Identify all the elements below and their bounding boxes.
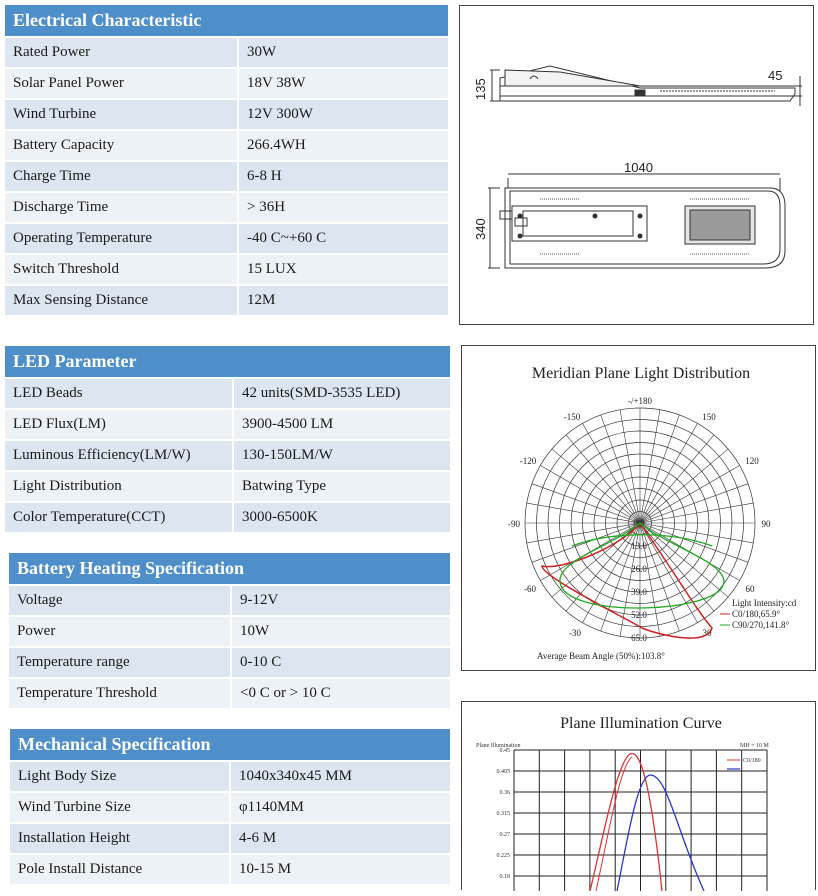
polar-radial-label: 0.0 bbox=[633, 518, 645, 528]
row-label: Power bbox=[9, 617, 232, 646]
mechanical-table bbox=[10, 760, 450, 886]
mechanical-section bbox=[10, 729, 450, 886]
row-label: Battery Capacity bbox=[5, 131, 239, 160]
row-value: 12V 300W bbox=[239, 100, 448, 129]
row-label: Luminous Efficiency(LM/W) bbox=[5, 441, 234, 470]
plane-y-tick: 0.36 bbox=[499, 790, 510, 796]
plane-legend bbox=[727, 758, 761, 769]
plane-y-tick: 0.405 bbox=[496, 769, 510, 775]
row-label: Wind Turbine Size bbox=[10, 793, 231, 822]
table-row bbox=[5, 224, 448, 253]
polar-angle-label: -150 bbox=[563, 412, 581, 422]
plane-curve-red-2 bbox=[596, 757, 632, 891]
row-label: Light Body Size bbox=[10, 762, 231, 791]
polar-radial-label: 52.0 bbox=[631, 610, 647, 620]
electrical-table bbox=[5, 36, 448, 317]
polar-angle-label: 120 bbox=[745, 456, 759, 466]
row-label: Pole Install Distance bbox=[10, 855, 231, 884]
row-value: 9-12V bbox=[232, 586, 450, 615]
table-row bbox=[10, 855, 450, 884]
row-value: 12M bbox=[239, 286, 448, 315]
table-row bbox=[10, 793, 450, 822]
polar-angle-label: 90 bbox=[761, 519, 771, 529]
table-row bbox=[9, 679, 450, 708]
row-value: Batwing Type bbox=[234, 472, 450, 501]
dim-length-label: 1040 bbox=[624, 160, 653, 175]
polar-angle-label: -120 bbox=[519, 456, 537, 466]
plane-y-tick: 0.45 bbox=[499, 748, 510, 754]
row-value: 6-8 H bbox=[239, 162, 448, 191]
legend-title: Light Intensity:cd bbox=[732, 598, 797, 608]
row-label: Solar Panel Power bbox=[5, 69, 239, 98]
plane-legend-c0: C0/180 bbox=[743, 758, 761, 764]
row-value: 4-6 M bbox=[231, 824, 450, 853]
electrical-title: Electrical Characteristic bbox=[5, 5, 448, 36]
electrical-section bbox=[5, 5, 448, 317]
plane-grid bbox=[514, 750, 767, 891]
row-value: 15 LUX bbox=[239, 255, 448, 284]
polar-footer: Average Beam Angle (50%):103.8° bbox=[537, 651, 665, 661]
polar-angle-label: 30 bbox=[702, 628, 712, 638]
legend-c0: C0/180,65.9° bbox=[732, 609, 781, 619]
table-row bbox=[5, 503, 450, 532]
table-row bbox=[10, 762, 450, 791]
row-value: 266.4WH bbox=[239, 131, 448, 160]
row-value: 0-10 C bbox=[232, 648, 450, 677]
row-label: Max Sensing Distance bbox=[5, 286, 239, 315]
row-label: Wind Turbine bbox=[5, 100, 239, 129]
row-value: 10-15 M bbox=[231, 855, 450, 884]
table-row bbox=[9, 617, 450, 646]
row-value: 3000-6500K bbox=[234, 503, 450, 532]
row-value: <0 C or > 10 C bbox=[232, 679, 450, 708]
legend-c90: C90/270,141.8° bbox=[732, 620, 790, 630]
row-label: Temperature range bbox=[9, 648, 232, 677]
row-value: -40 C~+60 C bbox=[239, 224, 448, 253]
row-value: 30W bbox=[239, 38, 448, 67]
polar-radial-label: 26.0 bbox=[631, 564, 647, 574]
dim-thickness-label: 45 bbox=[768, 68, 783, 83]
polar-angle-label: 150 bbox=[702, 412, 716, 422]
row-label: Temperature Threshold bbox=[9, 679, 232, 708]
table-row bbox=[5, 69, 448, 98]
polar-title: Meridian Plane Light Distribution bbox=[531, 365, 751, 382]
row-label: Color Temperature(CCT) bbox=[5, 503, 234, 532]
table-row bbox=[5, 286, 448, 315]
table-row bbox=[9, 586, 450, 615]
plane-y-tick: 0.225 bbox=[496, 853, 510, 859]
table-row bbox=[5, 38, 448, 67]
table-row bbox=[5, 441, 450, 470]
plane-chart bbox=[462, 702, 815, 891]
side-view bbox=[490, 66, 802, 106]
plane-y-tick: 0.315 bbox=[496, 811, 510, 817]
polar-angle-label: -/+180 bbox=[627, 396, 653, 406]
battery-section bbox=[9, 553, 450, 710]
plane-header-left: Plane Illumination bbox=[476, 743, 521, 749]
table-row bbox=[5, 255, 448, 284]
led-title: LED Parameter bbox=[5, 346, 450, 377]
plane-y-labels bbox=[497, 748, 511, 880]
table-row bbox=[9, 648, 450, 677]
row-label: Voltage bbox=[9, 586, 232, 615]
polar-angle-label: -30 bbox=[569, 628, 581, 638]
dim-height-label: 135 bbox=[473, 78, 488, 100]
plane-header-right: MH = 10 M bbox=[740, 743, 769, 749]
table-row bbox=[5, 162, 448, 191]
row-value: 130-150LM/W bbox=[234, 441, 450, 470]
table-row bbox=[5, 131, 448, 160]
row-value: 1040x340x45 MM bbox=[231, 762, 450, 791]
dim-width-label: 340 bbox=[473, 218, 488, 240]
row-value: 3900-4500 LM bbox=[234, 410, 450, 439]
row-value: φ1140MM bbox=[231, 793, 450, 822]
plane-y-tick: 0.27 bbox=[499, 832, 510, 838]
dimension-drawing bbox=[460, 6, 813, 324]
row-value: 18V 38W bbox=[239, 69, 448, 98]
polar-chart bbox=[462, 346, 815, 670]
dimension-drawing-frame bbox=[459, 5, 814, 325]
battery-table bbox=[9, 584, 450, 710]
row-label: Discharge Time bbox=[5, 193, 239, 222]
polar-angle-label: 60 bbox=[745, 584, 755, 594]
row-value: 10W bbox=[232, 617, 450, 646]
table-row bbox=[5, 193, 448, 222]
led-section bbox=[5, 346, 450, 534]
table-row bbox=[5, 472, 450, 501]
row-label: Charge Time bbox=[5, 162, 239, 191]
plane-y-tick: 0.18 bbox=[499, 874, 510, 880]
row-label: Switch Threshold bbox=[5, 255, 239, 284]
row-label: Operating Temperature bbox=[5, 224, 239, 253]
row-label: Rated Power bbox=[5, 38, 239, 67]
polar-legend bbox=[720, 598, 797, 630]
plane-title: Plane Illumination Curve bbox=[560, 715, 722, 732]
polar-radial-label: 13.0 bbox=[631, 541, 647, 551]
polar-angle-label: -90 bbox=[508, 519, 520, 529]
led-table bbox=[5, 377, 450, 534]
row-label: Installation Height bbox=[10, 824, 231, 853]
polar-chart-frame bbox=[461, 345, 816, 671]
table-row bbox=[5, 100, 448, 129]
row-label: Light Distribution bbox=[5, 472, 234, 501]
row-value: > 36H bbox=[239, 193, 448, 222]
polar-radial-label: 65.0 bbox=[631, 633, 647, 643]
row-label: LED Beads bbox=[5, 379, 234, 408]
row-value: 42 units(SMD-3535 LED) bbox=[234, 379, 450, 408]
curve-c0 bbox=[542, 523, 712, 638]
polar-radial-label: 39.0 bbox=[631, 587, 647, 597]
polar-angle-label: -60 bbox=[524, 584, 536, 594]
plane-chart-frame bbox=[461, 701, 816, 890]
battery-title: Battery Heating Specification bbox=[9, 553, 450, 584]
table-row bbox=[5, 379, 450, 408]
table-row bbox=[5, 410, 450, 439]
row-label: LED Flux(LM) bbox=[5, 410, 234, 439]
table-row bbox=[10, 824, 450, 853]
mechanical-title: Mechanical Specification bbox=[10, 729, 450, 760]
